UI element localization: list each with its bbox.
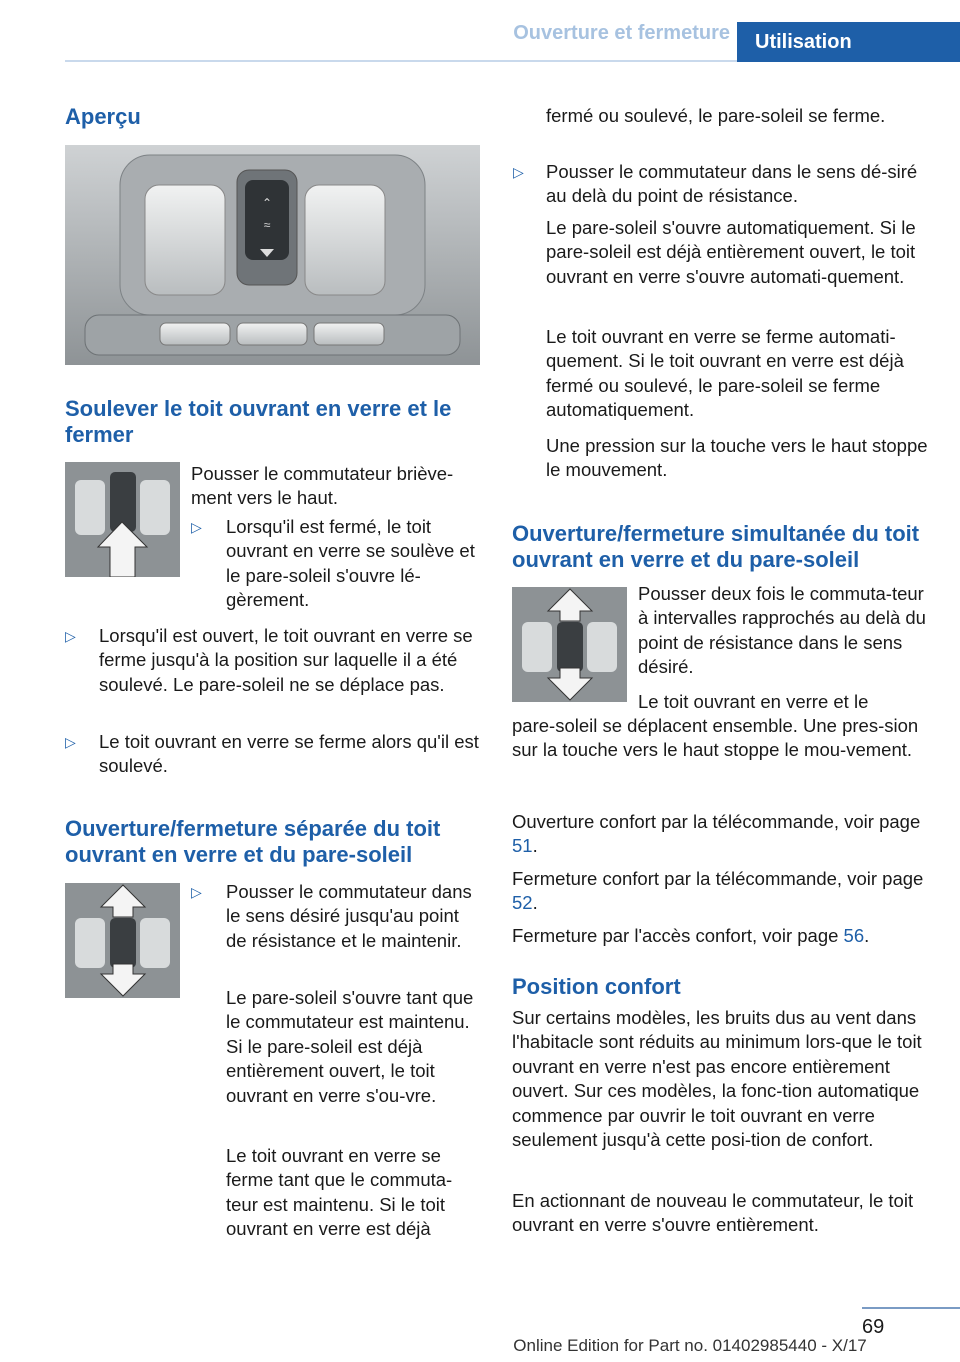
bullet-icon: ▷ <box>191 884 202 900</box>
overhead-console-image <box>65 145 480 365</box>
page-number: 69 <box>862 1316 885 1338</box>
lift-bullet-1: Lorsqu'il est fermé, le toit ouvrant en verre se soulève et le pare-soleil s'ouvre lé-gèrement. <box>226 516 475 611</box>
ref-comfort-access: Fermeture par l'accès confort, voir page 56. <box>512 925 870 946</box>
switch-up-image <box>65 462 180 577</box>
lift-bullet-2: Lorsqu'il est ouvert, le toit ouvrant en verre se ferme jusqu'à la position sur laquelle il a été soulevé. Le pare-soleil ne se déplace pas. <box>99 625 473 695</box>
comfort-para-1: Sur certains modèles, les bruits dus au vent dans l'habitacle sont réduits au minimum lors-que le toit ouvrant en verre n'est pas encore entièrement ouvert. Sur ces modèles, la fonc-tion automatique commence par ouvrir le toit ouvrant en verre seulement jusqu'à cette posi-tion de confort. <box>512 1007 922 1151</box>
separate-bullet-1: Pousser le commutateur dans le sens désiré jusqu'au point de résistance et le maintenir. <box>226 881 472 951</box>
simultaneous-intro: Pousser deux fois le commuta-teur à intervalles rapprochés au delà du point de résistance dans le sens désiré. <box>638 583 926 678</box>
lift-intro-text: Pousser le commutateur briève-ment vers le haut. <box>191 463 454 509</box>
switch-both-image <box>65 883 180 998</box>
comfort-para-2: En actionnant de nouveau le commutateur, le toit ouvrant en verre s'ouvre entièrement. <box>512 1190 914 1236</box>
svg-text:⌃: ⌃ <box>261 196 273 210</box>
simultaneous-para: pare-soleil se déplacent ensemble. Une pres-sion sur la touche vers le haut stoppe le mou-vement. <box>512 715 919 761</box>
page-header <box>0 0 960 60</box>
svg-text:≈: ≈ <box>263 218 271 232</box>
bullet-icon: ▷ <box>65 734 76 750</box>
switch-double-image <box>512 587 627 702</box>
auto-para-1: Le pare-soleil s'ouvre automatiquement. Si le pare-soleil est déjà entièrement ouvert, le toit ouvrant en verre s'ouvre automati-quement. <box>546 217 916 287</box>
section-simultaneous-heading: Ouverture/fermeture simultanée du toit ouvrant en verre et du pare-soleil <box>512 521 920 572</box>
bullet-icon: ▷ <box>191 519 202 535</box>
header-rule <box>65 60 737 62</box>
ref-remote-close: Fermeture confort par la télécommande, voir page 52. <box>512 868 924 914</box>
apercu-heading: Aperçu <box>65 104 141 129</box>
page-link-56[interactable]: 56 <box>843 925 865 946</box>
page-link-52[interactable]: 52 <box>512 892 533 914</box>
auto-para-2: Le toit ouvrant en verre se ferme automati-quement. Si le toit ouvrant en verre est déjà fermé ou soulevé, le pare-soleil se ferme automatiquement. <box>546 326 904 421</box>
separate-para-1: Le pare-soleil s'ouvre tant que le commutateur est maintenu. Si le pare-soleil est déjà entièrement ouvert, le toit ouvrant en verre s'ou-vre. <box>226 987 474 1106</box>
ref-remote-open: Ouverture confort par la télécommande, voir page 51. <box>512 811 921 857</box>
footer-rule <box>862 1307 960 1309</box>
bullet-icon: ▷ <box>513 164 524 180</box>
section-lift-heading: Soulever le toit ouvrant en verre et le fermer <box>65 396 452 447</box>
bullet-icon: ▷ <box>65 628 76 644</box>
lift-bullet-3: Le toit ouvrant en verre se ferme alors qu'il est soulevé. <box>99 731 479 777</box>
section-separate-heading: Ouverture/fermeture séparée du toit ouvrant en verre et du pare-soleil <box>65 816 441 867</box>
header-section-title: Ouverture et fermeture <box>513 22 730 44</box>
continued-text: fermé ou soulevé, le pare-soleil se ferme. <box>546 105 886 126</box>
separate-para-2: Le toit ouvrant en verre se ferme tant que le commuta-teur est maintenu. Si le toit ouvrant en verre est déjà <box>226 1145 453 1240</box>
header-chapter-tab: Utilisation <box>737 22 960 62</box>
simultaneous-para-start: Le toit ouvrant en verre et le <box>638 691 869 712</box>
footer-edition: Online Edition for Part no. 01402985440 - X/17 <box>513 1336 867 1355</box>
section-comfort-heading: Position confort <box>512 974 681 999</box>
page-link-51[interactable]: 51 <box>512 835 533 857</box>
auto-bullet: Pousser le commutateur dans le sens dé-siré au delà du point de résistance. <box>546 161 918 207</box>
auto-para-3: Une pression sur la touche vers le haut stoppe le mouvement. <box>546 435 928 481</box>
